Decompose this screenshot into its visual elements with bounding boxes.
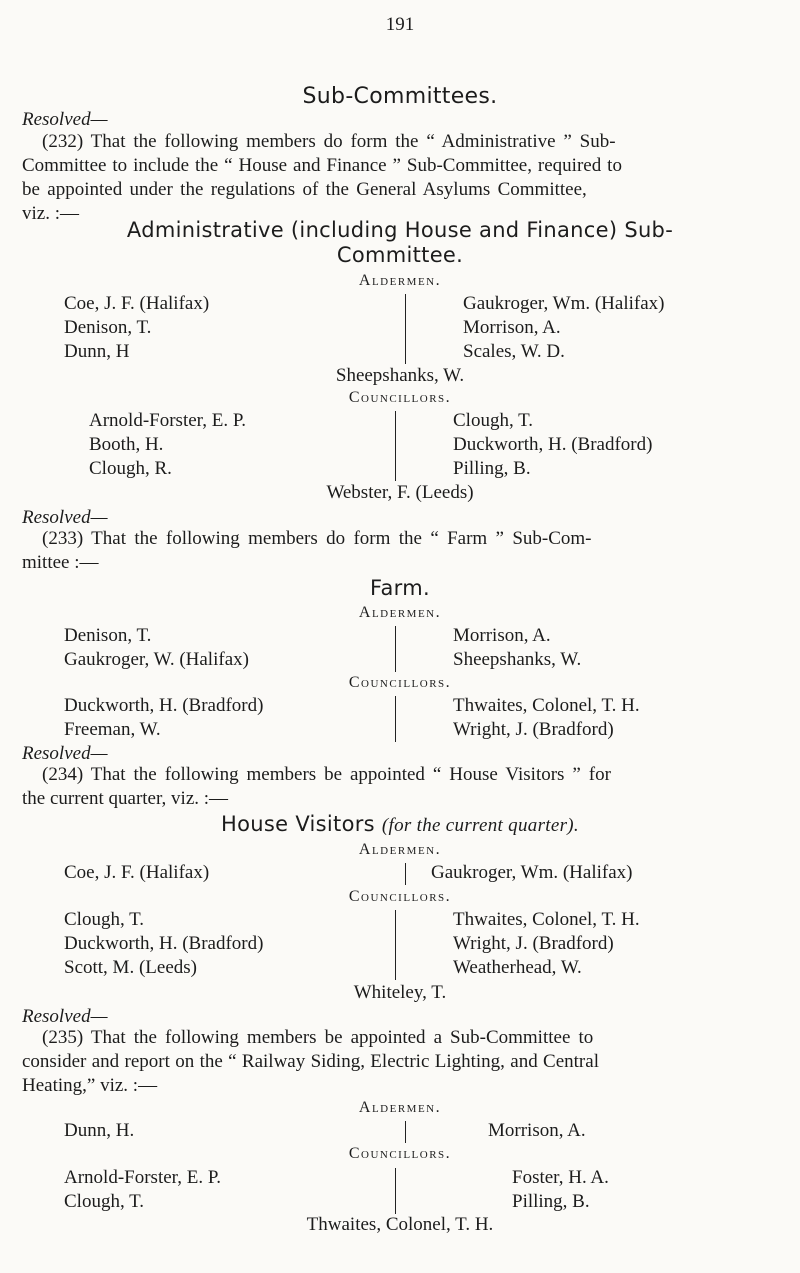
member-name: Arnold-Forster, E. P.: [64, 1167, 222, 1188]
member-name: Coe, J. F. (Halifax): [64, 293, 210, 314]
member-name: Foster, H. A.: [512, 1167, 609, 1188]
councillors-label: Councillors.: [348, 674, 452, 691]
councillors-left-list: [64, 908, 263, 980]
committee-heading: Administrative (including House and Finance) Sub-: [126, 218, 674, 242]
resolution-232-text: [22, 130, 792, 226]
resolution-235-text: [22, 1026, 792, 1098]
resolution-234-text: [22, 763, 792, 811]
member-name: Thwaites, Colonel, T. H.: [453, 909, 640, 930]
column-divider: [395, 696, 396, 742]
heading-qualifier: (for the current quarter).: [381, 815, 579, 836]
paragraph-line: (233) That the following members do form the “ Farm ” Sub-Com-: [42, 528, 592, 549]
column-divider: [395, 1168, 396, 1214]
column-divider: [405, 1121, 406, 1143]
column-divider: [405, 294, 406, 364]
member-name-center: Thwaites, Colonel, T. H.: [306, 1214, 494, 1235]
page-title: Sub-Committees.: [302, 84, 498, 109]
member-name: Gaukroger, Wm. (Halifax): [431, 862, 633, 883]
paragraph-line: Heating,” viz. :—: [22, 1075, 158, 1096]
member-name: Coe, J. F. (Halifax): [64, 862, 210, 883]
councillors-right-list: [453, 694, 640, 742]
column-divider: [395, 411, 396, 481]
resolved-label: Resolved—: [22, 743, 108, 764]
member-name: Freeman, W.: [64, 719, 161, 740]
paragraph-line: the current quarter, viz. :—: [22, 788, 229, 809]
paragraph-line: viz. :—: [22, 203, 79, 224]
member-name: Scales, W. D.: [463, 341, 565, 362]
committee-heading-cont: Committee.: [336, 243, 464, 267]
member-name: Gaukroger, Wm. (Halifax): [463, 293, 665, 314]
paragraph-line: (234) That the following members be appointed “ House Visitors ” for: [42, 764, 611, 785]
aldermen-label: Aldermen.: [358, 841, 442, 858]
member-name: Dunn, H: [64, 341, 130, 362]
member-name: Sheepshanks, W.: [453, 649, 582, 670]
aldermen-left-list: [64, 1119, 134, 1143]
aldermen-label: Aldermen.: [358, 604, 442, 621]
member-name: Morrison, A.: [453, 625, 551, 646]
councillors-label: Councillors.: [348, 389, 452, 406]
member-name: Morrison, A.: [488, 1120, 586, 1141]
column-divider: [395, 910, 396, 980]
councillors-right-list: [512, 1166, 609, 1214]
paragraph-line: Committee to include the “ House and Finance ” Sub-Committee, required to: [22, 155, 622, 176]
column-divider: [395, 626, 396, 672]
member-name: Scott, M. (Leeds): [64, 957, 197, 978]
aldermen-label: Aldermen.: [358, 1099, 442, 1116]
aldermen-left-list: [64, 624, 249, 672]
member-name: Dunn, H.: [64, 1120, 135, 1141]
member-name: Weatherhead, W.: [453, 957, 582, 978]
resolved-label: Resolved—: [22, 109, 108, 130]
member-name: Duckworth, H. (Bradford): [64, 933, 264, 954]
member-name: Wright, J. (Bradford): [453, 933, 614, 954]
member-name: Clough, R.: [89, 458, 172, 479]
member-name-center: Whiteley, T.: [353, 982, 447, 1003]
committee-heading: Farm.: [370, 576, 430, 600]
paragraph-line: (232) That the following members do form the “ Administrative ” Sub-: [42, 131, 616, 152]
member-name: Duckworth, H. (Bradford): [64, 695, 264, 716]
member-name: Pilling, B.: [512, 1191, 590, 1212]
resolved-label: Resolved—: [22, 507, 108, 528]
member-name: Morrison, A.: [463, 317, 561, 338]
committee-heading: [0, 812, 800, 837]
member-name: Wright, J. (Bradford): [453, 719, 614, 740]
councillors-left-list: [64, 1166, 221, 1214]
aldermen-right-list: [431, 861, 632, 885]
column-divider: [405, 863, 406, 885]
aldermen-right-list: [488, 1119, 586, 1143]
member-name: Denison, T.: [64, 625, 152, 646]
member-name: Pilling, B.: [453, 458, 531, 479]
member-name: Gaukroger, W. (Halifax): [64, 649, 249, 670]
councillors-label: Councillors.: [348, 888, 452, 905]
heading-main: House Visitors: [221, 812, 375, 836]
paragraph-line: mittee :—: [22, 552, 99, 573]
member-name: Duckworth, H. (Bradford): [453, 434, 653, 455]
councillors-left-list: [89, 409, 246, 481]
aldermen-right-list: [463, 292, 664, 364]
member-name-center: Webster, F. (Leeds): [326, 482, 474, 503]
aldermen-label: Aldermen.: [358, 272, 442, 289]
member-name: Booth, H.: [89, 434, 164, 455]
member-name: Clough, T.: [64, 1191, 145, 1212]
resolution-233-text: [22, 527, 792, 575]
resolved-label: Resolved—: [22, 1006, 108, 1027]
paragraph-line: (235) That the following members be appointed a Sub-Committee to: [42, 1027, 594, 1048]
councillors-label: Councillors.: [348, 1145, 452, 1162]
member-name: Denison, T.: [64, 317, 152, 338]
aldermen-right-list: [453, 624, 581, 672]
councillors-right-list: [453, 908, 640, 980]
paragraph-line: consider and report on the “ Railway Siding, Electric Lighting, and Central: [22, 1051, 599, 1072]
member-name: Clough, T.: [453, 410, 534, 431]
page-number: 191: [385, 14, 415, 35]
aldermen-left-list: [64, 292, 209, 364]
councillors-left-list: [64, 694, 263, 742]
member-name: Thwaites, Colonel, T. H.: [453, 695, 640, 716]
member-name-center: Sheepshanks, W.: [335, 365, 465, 386]
councillors-right-list: [453, 409, 652, 481]
paragraph-line: be appointed under the regulations of the General Asylums Committee,: [22, 179, 587, 200]
member-name: Clough, T.: [64, 909, 145, 930]
member-name: Arnold-Forster, E. P.: [89, 410, 247, 431]
aldermen-left-list: [64, 861, 209, 885]
